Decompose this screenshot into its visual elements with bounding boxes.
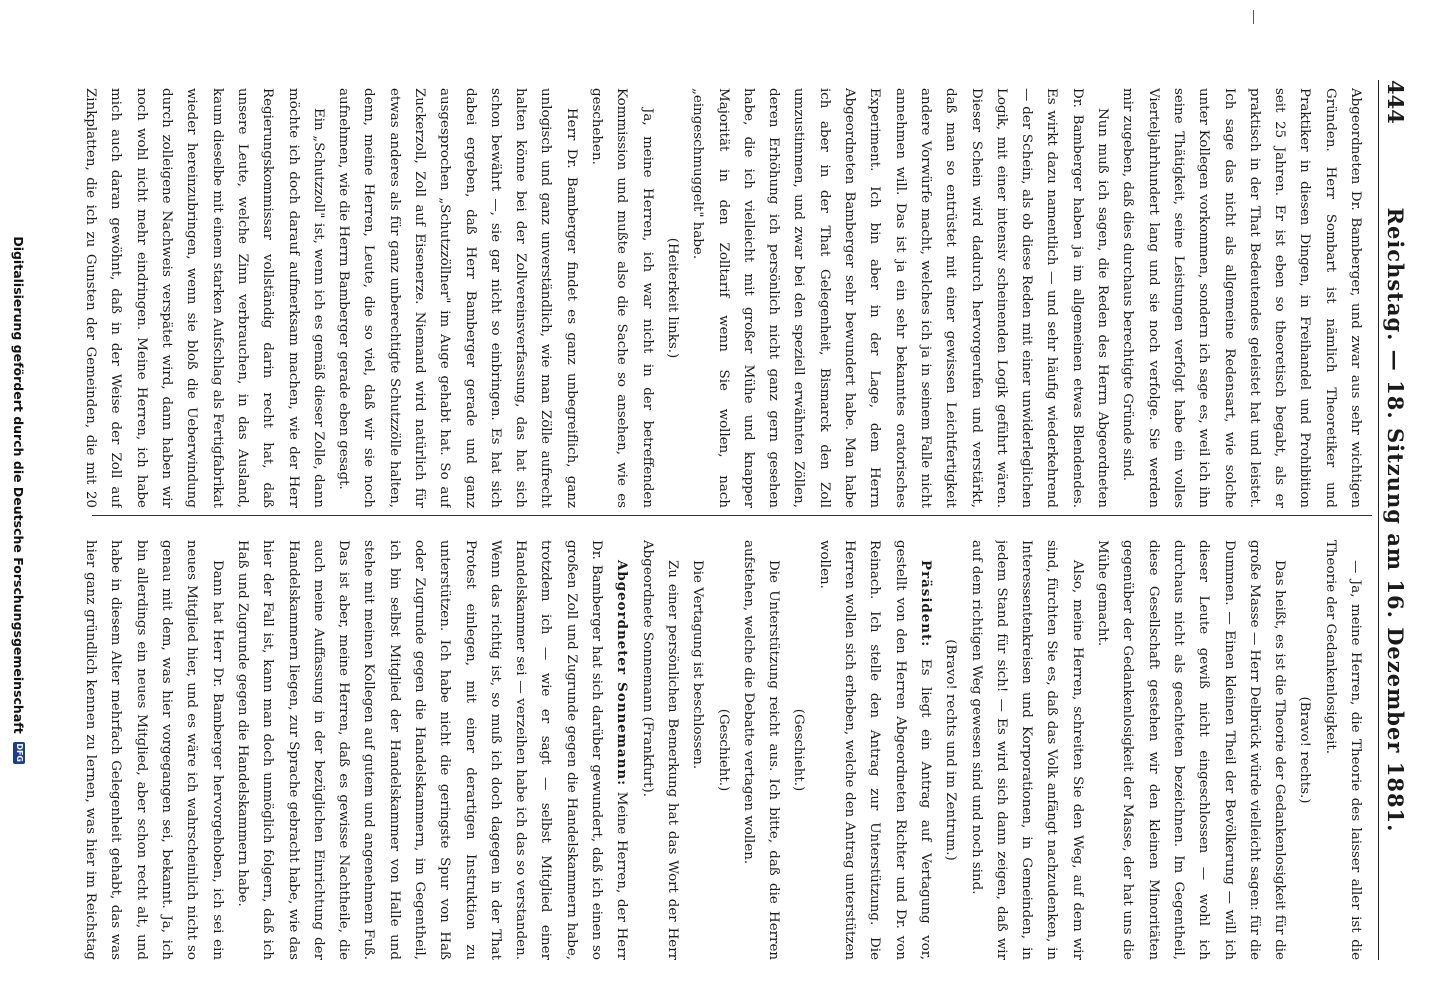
paragraph: Nun muß ich sagen, die Reden des Herrn Abgeordneten Dr. Bamberger haben ja im allgemeinen etwas Blendendes. Es wirkt dazu namentlich — und sehr häufig wiederkehrend — der Schein, als ob diese Reden mit einer unwiderleglichen Logik, mit einer intensiv scheinenden Logik geführt wären. Dieser Schein wird dadurch hervorgerufen und verstärkt, daß man so entrüstet mit einer gewissen Leichtfertigkeit andere Vorwürfe macht, welches ich ja in seinem Falle nicht annehmen will. Das ist ja ein sehr bekanntes oratorisches Experiment. Ich bin aber in der Lage, dem Herrn Abgeordneten Bamberger sehr bewundert habe. Man habe ich aber in der That Gelegenheit, Bismarck den Zoll umzustimmen, und zwar bei den speziell erwähnten Zöllen, deren Erhöhung ich persönlich nicht ganz gern gesehen habe, die ich vielleicht mit großer Mühe und knapper Majorität in den Zolltarif wenn Sie wollen, nach „eingeschmuggelt" habe.: [690, 88, 1111, 508]
paragraph: Abgeordneten Dr. Bamberger, und zwar aus sehr wichtigen Gründen. Herr Sombart ist nämlich Theoretiker und Praktiker in diesen Dingen, in Freihandel und Prohibition seit 25 Jahren. Er ist eben so theoretisch begabt, als er praktisch in der That Bedeutendes geleistet hat und leistet. Ich sage das nicht als allgemeine Redensart, wie solche unter Kollegen vorkommen, sondern ich sage es, weil ich ihn seine Thätigkeit, seine Leistungen verfolgt habe ein volles Vierteljahrhundert lang und sie noch verfolge. Sie werden mir zugeben, daß dies durchaus berechtigte Gründe sind.: [1120, 88, 1363, 508]
speaker-paragraph: [230, 540, 635, 960]
paragraph: Das heißt, es ist die Theorie der Gedankenlosigkeit für die große Masse — Herr Delbrück würde vielleicht sagen: für die Dummen. — Einen kleinen Theil der Bevölkerung — will ich dieser Leute gewiß nicht eingeschlossen — wohl ich durchaus nicht als geachteten bezeichnen. Im Gegentheil, diese Gesellschaft gestehen wir den kleinen Minoritäten gegenüber der Gedankenlosigkeit der Masse, der hat uns die Mühe gemacht.: [1095, 540, 1288, 960]
page-number: 444: [1383, 80, 1408, 124]
right-column: [78, 540, 1368, 960]
paragraph: Also, meine Herren, schreiten Sie den Weg, auf dem wir sind, fürchten Sie es, daß das Volk anfängt nachzudenken, in Interessentenkreisen und Korporationen, in Gemeinden, in jedem Stand für sich! — Es wird sich dann zeigen, daß wir auf dem richtigen Weg gewesen sind und noch sind.: [968, 540, 1085, 960]
credit-text: Digitalisierung gefördert durch die Deutsche Forschungsgemeinschaft: [11, 236, 27, 734]
dfg-logo-icon: DFG: [15, 743, 24, 762]
reaction: (Heiterkeit links.): [664, 237, 680, 359]
page-title: Reichstag. — 18. Sitzung am 16. Dezember 1881.: [1383, 207, 1408, 833]
paragraph: Zu einer persönlichen Bemerkung hat das Wort der Herr Abgeordnete Sonnemann (Frankfurt).: [639, 540, 680, 960]
paragraph: Ein „Schutzzoll" ist, wenn ich es gemäß dieser Zolle, dann möchte ich doch darauf aufmerksam machen, wie der Herr Regierungskommissar vollständig darin recht hat, daß unsere Leute, welche Zinn verbrauchen, in das Ausland, kaum dieselbe mit einem starken Aufschlag als Fertigfabrikat wieder hereinzubringen, wenn sie bloß die Ueberwindung durch zolleigene Nachweis verspätet wird, dann haben wir noch wohl nicht mehr eindringen. Meine Herren, ich habe mich auch daran gewöhnt, daß in der Weise der Zoll auf Zinkplatten, die ich zu Gunsten der Gemeinden, die mit 20: [83, 88, 326, 508]
speaker-text: Meine Herren, der Herr Dr. Bamberger hat sich darüber gewundert, daß ich einen so großen Zoll und Zugrunde gegen die Handelskammern habe, trotzdem ich — wie er sagt — selbst Mitglied einer Handelskammer sei — verzeihen habe ich das so verstanden. Wenn das richtig ist, so muß ich doch dagegen in der That Protest einlegen, mit einer derartigen Instruktion zu unterstützen. Ich habe nicht die geringste Spur von Haß oder Zugrunde gegen die Handelskammern, im Gegentheil, ich bin selbst Mitglied der Handelskammer von Halle und stehe mit meinen Kollegen auf gutem und angenehmem Fuß. Das ist aber, meine Herren, daß es gewisse Nachtheile, die auch meine Auffassung in der bezüglichen Einrichtung der Handelskammern liegen, zur Sprache gebracht habe, wie das hier der Fall ist, kann man doch unmöglich folgern, daß ich Haß und Zugrunde gegen die Handelskammern habe.: [234, 540, 630, 960]
reaction: (Geschieht.): [715, 708, 731, 792]
reaction: (Bravo! rechts.): [1297, 696, 1313, 804]
digitization-credit: [6, 0, 32, 1000]
column-divider: [92, 515, 1372, 516]
paragraph: Dann hat Herr Dr. Bamberger hervorgehoben, ich sei ein neues Mitglied hier, und es wäre ich wahrscheinlich nicht so genau mit dem, was hier vorgegangen sei, bekannt. Ja, ich bin allerdings ein neues Mitglied, aber schon recht alt, und habe in diesem Alter mehrfach Gelegenheit gehabt, das was hier ganz gründlich kennen zu lernen, was hier im Reichstag: [83, 540, 225, 960]
paragraph: Ja, meine Herren, ich war nicht in der betreffenden Kommission und mußte also die Sache so ansehen, wie es geschehen.: [589, 88, 655, 508]
president-paragraph: [811, 540, 937, 960]
paragraph: Die Vertagung ist beschlossen.: [690, 560, 706, 770]
page-header: [1378, 80, 1412, 960]
speaker-label: Abgeordneter Sonnemann:: [614, 560, 631, 787]
paragraph: — Ja, meine Herren, die Theorie des laisser aller ist die Theorie der Gedankenlosigkeit.: [1322, 540, 1363, 960]
paragraph: Herr Dr. Bamberger findet es ganz unbegreiflich, ganz unlogisch und ganz unverständlich, wie man Zölle aufrecht halten könne bei der Zollvereinsverfassung, das hat sich schon bewährt —, sie gar nicht so einbringen. Es hat sich dabei ergeben, daß Herr Bamberger gerade und ganz ausgesprochen „Schutzzöllner" im Auge gehabt hat. So auf Zuckerzoll, Zoll auf Eisenerze. Niemand wird natürlich für etwas anderes als für ganz unberechtigte Schutzzölle halten, denn, meine Herren, Leute, die so viel, daß wir sie noch aufnehmen, wie die Herrn Bamberger gerade eben gesagt.: [336, 88, 579, 508]
reaction: (Geschieht.): [791, 708, 807, 792]
paragraph: Die Unterstützung reicht aus. Ich bitte, daß die Herren aufstehen, welche die Debatte vertagen wollen.: [740, 540, 782, 960]
left-column: [78, 88, 1368, 508]
reaction: (Bravo! rechts und im Zentrum.): [943, 639, 959, 861]
speaker-label: Präsident:: [917, 560, 934, 648]
speaker-text: Es liegt ein Antrag auf Vertagung vor, gestellt von den Herren Abgeordneten Richter und Dr. von Reinach. Ich stelle den Antrag zur Unterstützung. Die Herren wollen sich erheben, welche den Antrag unterstützen wollen.: [816, 540, 933, 960]
